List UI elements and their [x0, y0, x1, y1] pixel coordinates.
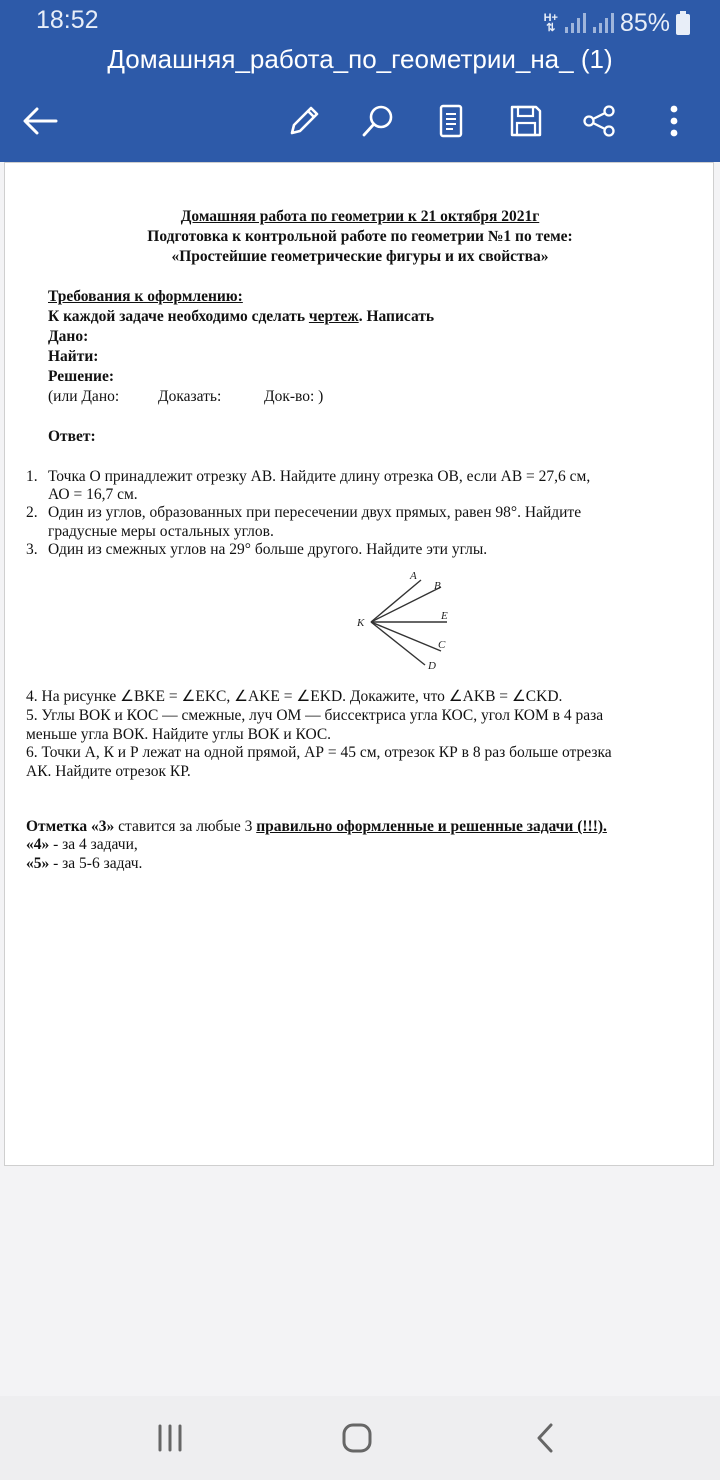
save-icon [509, 104, 543, 138]
label-d: D [428, 660, 436, 672]
back-arrow-icon [22, 106, 58, 136]
label-b: B [434, 580, 441, 592]
alt-format-a: (или Дано: [48, 388, 120, 405]
heading-line-2: Подготовка к контрольной работе по геометрии №1 по теме: [147, 228, 573, 245]
network-type-label: H+ [543, 12, 558, 24]
navigation-bar [0, 1396, 720, 1480]
alt-format-b: Доказать: [158, 388, 222, 405]
label-a: A [410, 570, 417, 582]
document-view-icon [437, 104, 465, 138]
task-2-line-2: градусные меры остальных углов. [48, 523, 274, 540]
document-page[interactable] [4, 162, 714, 1166]
grade-4-line [26, 836, 138, 854]
requirements-title: Требования к оформлению: [48, 288, 243, 305]
grade-5-label: «5» [26, 855, 50, 872]
edit-button[interactable] [278, 95, 330, 147]
more-options-button[interactable] [648, 95, 700, 147]
toolbar [0, 95, 720, 147]
task-3-line-1: Один из смежных углов на 29° больше другого. Найдите эти углы. [48, 541, 488, 558]
find-label: Найти: [48, 348, 99, 365]
given-label: Дано: [48, 328, 89, 345]
search-icon [361, 104, 395, 138]
grade-4-text: - за 4 задачи, [49, 836, 138, 853]
label-k: K [357, 617, 365, 629]
document-title: Домашняя_работа_по_геометрии_на_ (1) [107, 44, 613, 74]
ray-kd [371, 622, 425, 665]
task-2-number: 2. [26, 504, 38, 521]
grade-3-text: ставится за любые 3 [114, 818, 257, 835]
task-6-line-1: 6. Точки А, К и Р лежат на одной прямой, АР = 45 см, отрезок КР в 8 раз больше отрезка [26, 744, 612, 761]
grade-3-emphasis: правильно оформленные и решенные задачи (!!!). [256, 818, 607, 835]
pencil-icon [287, 104, 321, 138]
ray-kc [371, 622, 441, 651]
task-1-line-1: Точка О принадлежит отрезку АВ. Найдите длину отрезка ОВ, если АВ = 27,6 см, [48, 468, 591, 485]
more-vertical-icon [669, 104, 679, 138]
requirements-text-a: К каждой задаче необходимо сделать [48, 308, 309, 325]
task-5-line-1: 5. Углы ВОК и КОС — смежные, луч ОМ — биссектриса угла КОС, угол КОМ в 4 раза [26, 707, 604, 724]
reading-mode-button[interactable] [425, 95, 477, 147]
task-5-line-2: меньше угла ВОК. Найдите углы ВОК и КОС. [26, 726, 332, 743]
grade-5-line [26, 855, 142, 873]
network-type-icon: H+ ⇅ [543, 12, 558, 34]
battery-icon [676, 11, 690, 35]
status-bar [0, 0, 720, 44]
answer-label: Ответ: [48, 428, 96, 445]
heading-line-3: «Простейшие геометрические фигуры и их свойства» [171, 248, 549, 265]
grade-5-text: - за 5-6 задач. [49, 855, 143, 872]
battery-percent: 85% [619, 8, 670, 37]
task-2-line-1: Один из углов, образованных при пересечении двух прямых, равен 98°. Найдите [48, 504, 582, 521]
task-4: 4. На рисунке ∠BKE = ∠EKC, ∠AKE = ∠EKD. Докажите, что ∠AKB = ∠CKD. [26, 688, 563, 705]
recent-apps-button[interactable] [140, 1416, 200, 1460]
home-icon [341, 1422, 373, 1454]
share-button[interactable] [573, 95, 625, 147]
app-header [0, 0, 720, 162]
back-button[interactable] [14, 95, 66, 147]
task-1-line-2: АО = 16,7 см. [48, 486, 138, 503]
alt-format-c: Док-во: ) [264, 388, 324, 405]
grade-3-label: Отметка «3» [26, 818, 115, 835]
label-e: E [441, 610, 448, 622]
status-time: 18:52 [36, 6, 99, 34]
home-button[interactable] [327, 1416, 387, 1460]
angle-figure [353, 568, 453, 673]
label-c: C [438, 639, 446, 651]
status-icons [544, 8, 690, 38]
task-1-number: 1. [26, 468, 38, 485]
solution-label: Решение: [48, 368, 115, 385]
requirements-text-b: чертеж [308, 308, 359, 325]
recent-apps-icon [155, 1423, 185, 1453]
requirements-text [48, 308, 434, 326]
requirements-text-c: . Написать [358, 308, 435, 325]
grade-4-label: «4» [26, 836, 50, 853]
save-button[interactable] [500, 95, 552, 147]
grade-3-line [26, 818, 607, 836]
task-6-line-2: АК. Найдите отрезок КР. [26, 763, 191, 780]
task-3-number: 3. [26, 541, 38, 558]
heading-line-1: Домашняя работа по геометрии к 21 октября 2021г [180, 208, 540, 225]
system-back-button[interactable] [515, 1416, 575, 1460]
signal-icon-2 [592, 12, 614, 34]
search-button[interactable] [352, 95, 404, 147]
signal-icon [564, 12, 586, 34]
chevron-left-icon [534, 1422, 556, 1454]
share-icon [582, 104, 616, 138]
